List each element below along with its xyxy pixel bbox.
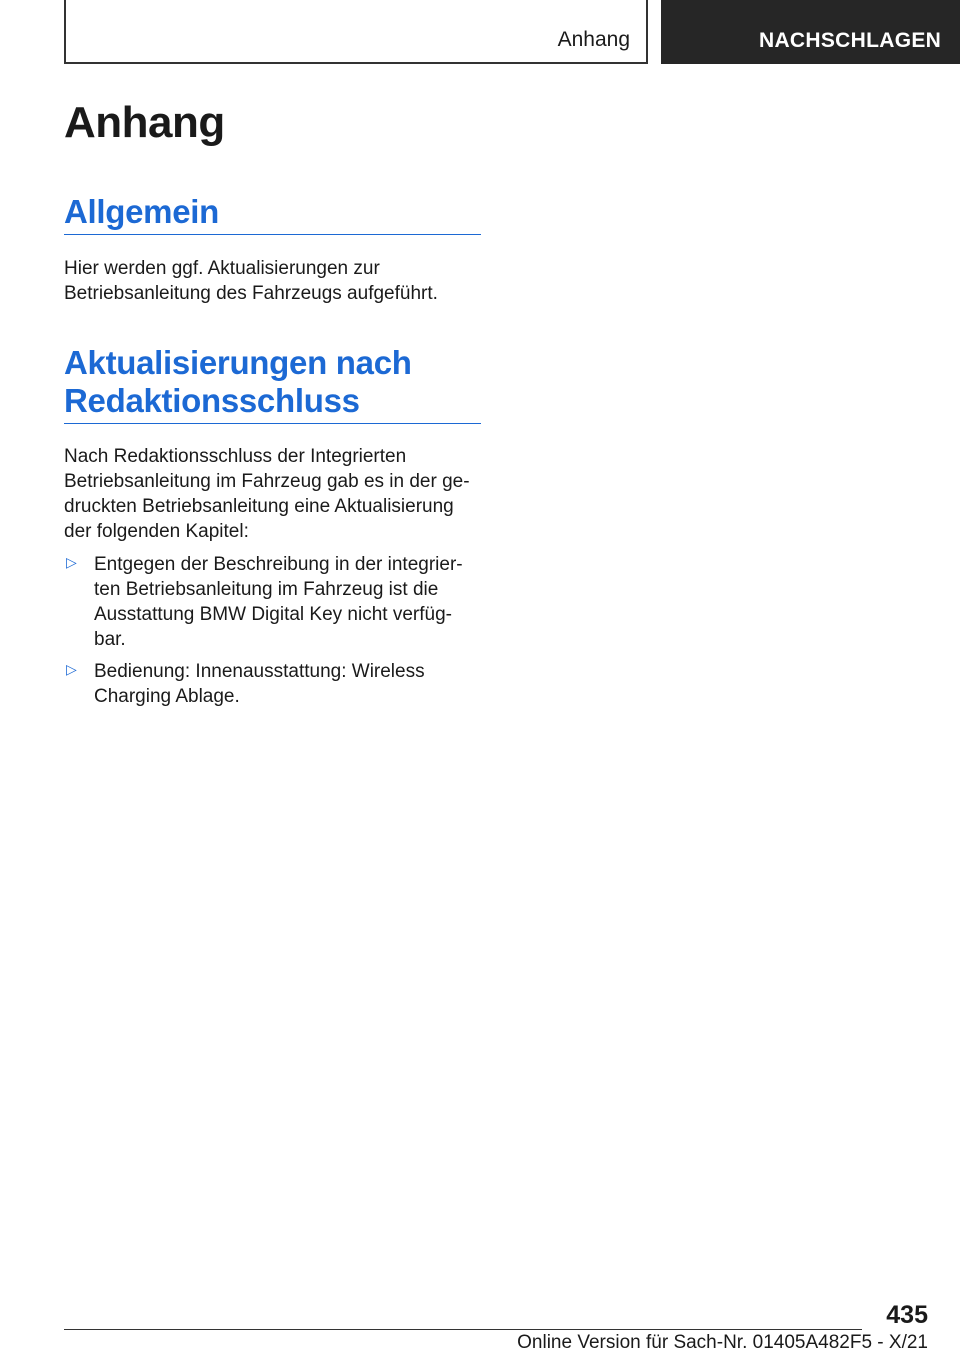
section-heading-updates bbox=[64, 344, 412, 420]
section-paragraph bbox=[64, 256, 484, 306]
header-chapter-tab bbox=[661, 0, 960, 64]
list-item-line: ten Betriebsanleitung im Fahrzeug ist die bbox=[94, 579, 439, 600]
section-paragraph bbox=[64, 444, 484, 544]
header-section-label: Anhang bbox=[557, 28, 630, 51]
paragraph-line: der folgenden Kapitel: bbox=[64, 521, 249, 542]
page-number: 435 bbox=[886, 1301, 928, 1329]
section-heading-line: Aktualisierungen nach bbox=[64, 344, 412, 381]
page-title: Anhang bbox=[64, 98, 225, 147]
paragraph-line: Betriebsanleitung im Fahrzeug gab es in der ge- bbox=[64, 471, 470, 492]
footer-rule bbox=[64, 1329, 862, 1330]
list-item-text bbox=[94, 659, 484, 709]
list-item-line: Entgegen der Beschreibung in der integrier- bbox=[94, 554, 463, 575]
header-chapter-label: NACHSCHLAGEN bbox=[759, 29, 942, 52]
list-item-line: Bedienung: Innenausstattung: Wireless bbox=[94, 661, 425, 682]
list-item bbox=[64, 552, 484, 652]
list-item-line: Ausstattung BMW Digital Key nicht verfüg- bbox=[94, 604, 452, 625]
section-rule bbox=[64, 423, 481, 424]
list-item-text bbox=[94, 552, 484, 652]
footer-version-text: Online Version für Sach-Nr. 01405A482F5 - X/21 bbox=[517, 1332, 928, 1353]
paragraph-line: Hier werden ggf. Aktualisierungen zur bbox=[64, 258, 380, 279]
list-item bbox=[64, 659, 484, 709]
paragraph-line: Nach Redaktionsschluss der Integrierten bbox=[64, 446, 407, 467]
section-heading-line: Allgemein bbox=[64, 193, 220, 230]
header-section-box bbox=[64, 0, 648, 64]
section-rule bbox=[64, 234, 481, 235]
list-item-line: Charging Ablage. bbox=[94, 686, 240, 707]
triangle-bullet-icon: ▷ bbox=[66, 661, 77, 677]
triangle-bullet-icon: ▷ bbox=[66, 554, 77, 570]
paragraph-line: druckten Betriebsanleitung eine Aktualisierung bbox=[64, 496, 454, 517]
section-heading-general bbox=[64, 193, 219, 231]
paragraph-line: Betriebsanleitung des Fahrzeugs aufgeführt. bbox=[64, 283, 438, 304]
list-item-line: bar. bbox=[94, 629, 126, 650]
section-heading-line: Redaktionsschluss bbox=[64, 382, 360, 419]
